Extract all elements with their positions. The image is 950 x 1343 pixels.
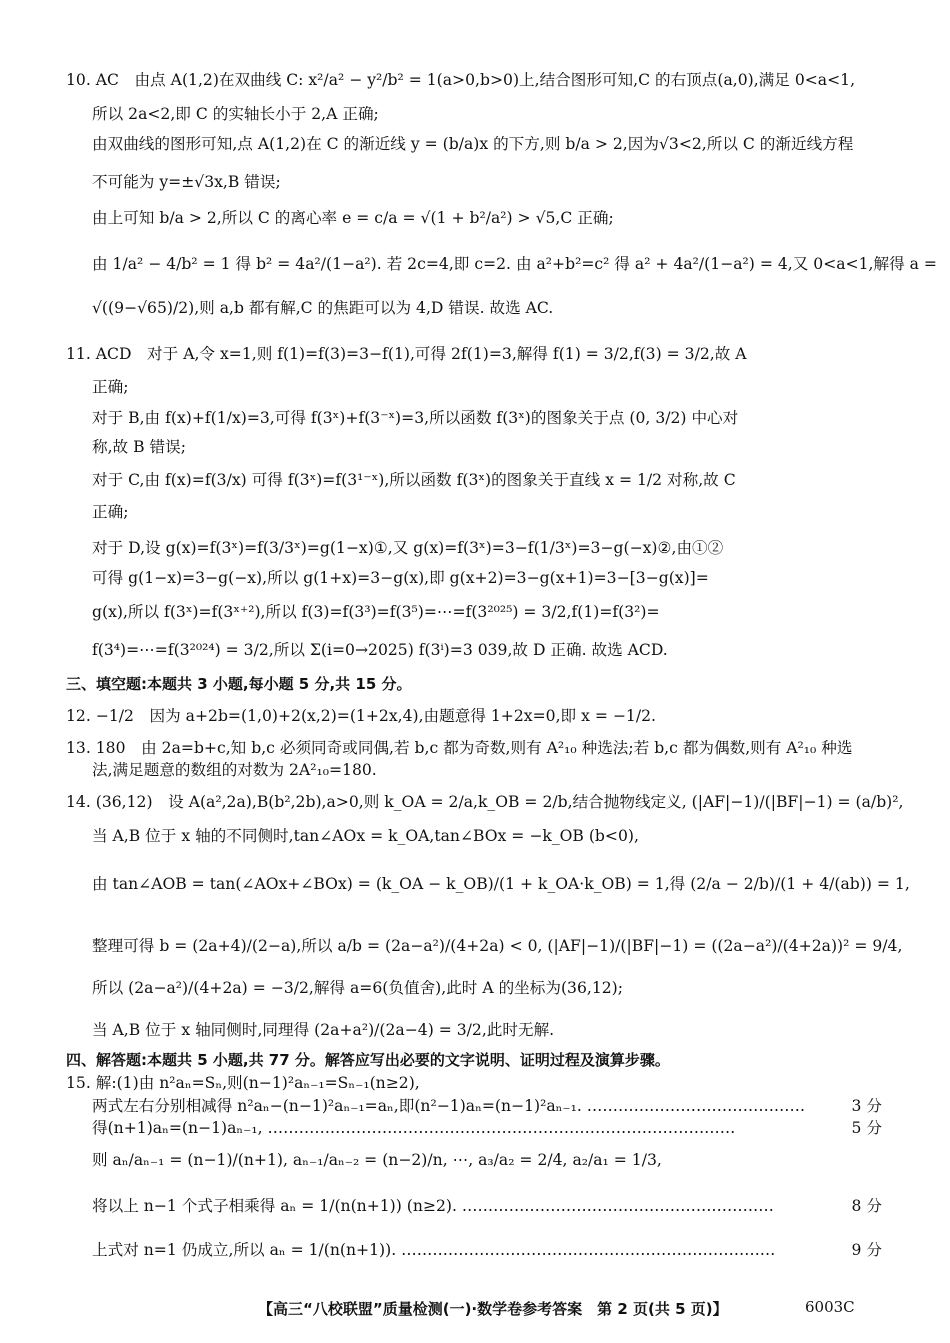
q10-line-1: 10. AC 由点 A(1,2)在双曲线 C: x²/a² − y²/b² = 1(a>0,b>0)上,结合图形可知,C 的右顶点(a,0),满足 0<a<1, [66,71,856,89]
page-footer: 【高三“八校联盟”质量检测(一)·数学卷参考答案 第 2 页(共 5 页)】 [258,1300,728,1318]
q15-line-3: 得(n+1)aₙ=(n−1)aₙ₋₁, ……………………………………………………………………………… [92,1119,736,1137]
q13-line-2: 法,满足题意的数组的对数为 2A²₁₀=180. [92,761,377,779]
q14-line-1: 14. (36,12) 设 A(a²,2a),B(b²,2b),a>0,则 k_OA = 2/a,k_OB = 2/b,结合抛物线定义, (|AF|−1)/(|BF|−1) = (a/b)², [66,793,904,811]
q10-line-7: √((9−√65)/2),则 a,b 都有解,C 的焦距可以为 4,D 错误. 故选 AC. [92,299,554,317]
q15-line-5: 将以上 n−1 个式子相乘得 aₙ = 1/(n(n+1)) (n≥2). …………………………………………………… [92,1197,774,1215]
q15-line-6: 上式对 n=1 仍成立,所以 aₙ = 1/(n(n+1)). ……………………………………………………………… [92,1241,776,1259]
q13-line-1: 13. 180 由 2a=b+c,知 b,c 必须同奇或同偶,若 b,c 都为奇数,则有 A²₁₀ 种选法;若 b,c 都为偶数,则有 A²₁₀ 种选 [66,739,853,757]
paper-code: 6003C [805,1298,855,1316]
q11-line-3: 对于 B,由 f(x)+f(1/x)=3,可得 f(3ˣ)+f(3⁻ˣ)=3,所以函数 f(3ˣ)的图象关于点 (0, 3/2) 中心对 [92,409,739,427]
q15-line-2: 两式左右分别相减得 n²aₙ−(n−1)²aₙ₋₁=aₙ,即(n²−1)aₙ=(n−1)²aₙ₋₁. …………………………………… [92,1097,806,1115]
section-3-heading: 三、填空题:本题共 3 小题,每小题 5 分,共 15 分。 [66,675,412,693]
q14-line-4: 整理可得 b = (2a+4)/(2−a),所以 a/b = (2a−a²)/(4+2a) < 0, (|AF|−1)/(|BF|−1) = ((2a−a²)/(4+2a))² = 9/4, [92,937,903,955]
q11-line-5: 对于 C,由 f(x)=f(3/x) 可得 f(3ˣ)=f(3¹⁻ˣ),所以函数 f(3ˣ)的图象关于直线 x = 1/2 对称,故 C [92,471,736,489]
score-8: 8 分 [851,1197,882,1215]
q11-line-7: 对于 D,设 g(x)=f(3ˣ)=f(3/3ˣ)=g(1−x)①,又 g(x)=f(3ˣ)=3−f(1/3ˣ)=3−g(−x)②,由①② [92,539,724,557]
q11-line-10: f(3⁴)=⋯=f(3²⁰²⁴) = 3/2,所以 Σ(i=0→2025) f(3ⁱ)=3 039,故 D 正确. 故选 ACD. [92,641,668,659]
q11-line-2: 正确; [92,378,129,396]
score-5: 5 分 [851,1119,882,1137]
section-4-heading: 四、解答题:本题共 5 小题,共 77 分。解答应写出必要的文字说明、证明过程及演算步骤。 [66,1051,670,1069]
score-9: 9 分 [851,1241,882,1259]
q11-line-9: g(x),所以 f(3ˣ)=f(3ˣ⁺²),所以 f(3)=f(3³)=f(3⁵)=⋯=f(3²⁰²⁵) = 3/2,f(1)=f(3²)= [92,603,660,621]
q14-line-5: 所以 (2a−a²)/(4+2a) = −3/2,解得 a=6(负值舍),此时 A 的坐标为(36,12); [92,979,624,997]
q14-line-3: 由 tan∠AOB = tan(∠AOx+∠BOx) = (k_OA − k_OB)/(1 + k_OA·k_OB) = 1,得 (2/a − 2/b)/(1 + 4/(ab)) = 1, [92,875,910,893]
q10-line-3: 由双曲线的图形可知,点 A(1,2)在 C 的渐近线 y = (b/a)x 的下方,则 b/a > 2,因为√3<2,所以 C 的渐近线方程 [92,135,854,153]
q11-line-4: 称,故 B 错误; [92,438,186,456]
q10-line-5: 由上可知 b/a > 2,所以 C 的离心率 e = c/a = √(1 + b²/a²) > √5,C 正确; [92,209,614,227]
q15-line-1: 15. 解:(1)由 n²aₙ=Sₙ,则(n−1)²aₙ₋₁=Sₙ₋₁(n≥2), [66,1074,420,1092]
q11-line-1: 11. ACD 对于 A,令 x=1,则 f(1)=f(3)=3−f(1),可得 2f(1)=3,解得 f(1) = 3/2,f(3) = 3/2,故 A [66,345,747,363]
q10-line-6: 由 1/a² − 4/b² = 1 得 b² = 4a²/(1−a²). 若 2c=4,即 c=2. 由 a²+b²=c² 得 a² + 4a²/(1−a²) = 4,又 0<a<1,解得 a = [92,255,937,273]
q10-line-4: 不可能为 y=±√3x,B 错误; [92,173,281,191]
q10-line-2: 所以 2a<2,即 C 的实轴长小于 2,A 正确; [92,105,379,123]
q11-line-8: 可得 g(1−x)=3−g(−x),所以 g(1+x)=3−g(x),即 g(x+2)=3−g(x+1)=3−[3−g(x)]= [92,569,709,587]
q11-line-6: 正确; [92,503,129,521]
q14-line-6: 当 A,B 位于 x 轴同侧时,同理得 (2a+a²)/(2a−4) = 3/2,此时无解. [92,1021,555,1039]
q14-line-2: 当 A,B 位于 x 轴的不同侧时,tan∠AOx = k_OA,tan∠BOx = −k_OB (b<0), [92,827,639,845]
q15-line-4: 则 aₙ/aₙ₋₁ = (n−1)/(n+1), aₙ₋₁/aₙ₋₂ = (n−2)/n, ⋯, a₃/a₂ = 2/4, a₂/a₁ = 1/3, [92,1151,662,1169]
score-3: 3 分 [851,1097,882,1115]
q12-line-1: 12. −1/2 因为 a+2b=(1,0)+2(x,2)=(1+2x,4),由题意得 1+2x=0,即 x = −1/2. [66,707,656,725]
